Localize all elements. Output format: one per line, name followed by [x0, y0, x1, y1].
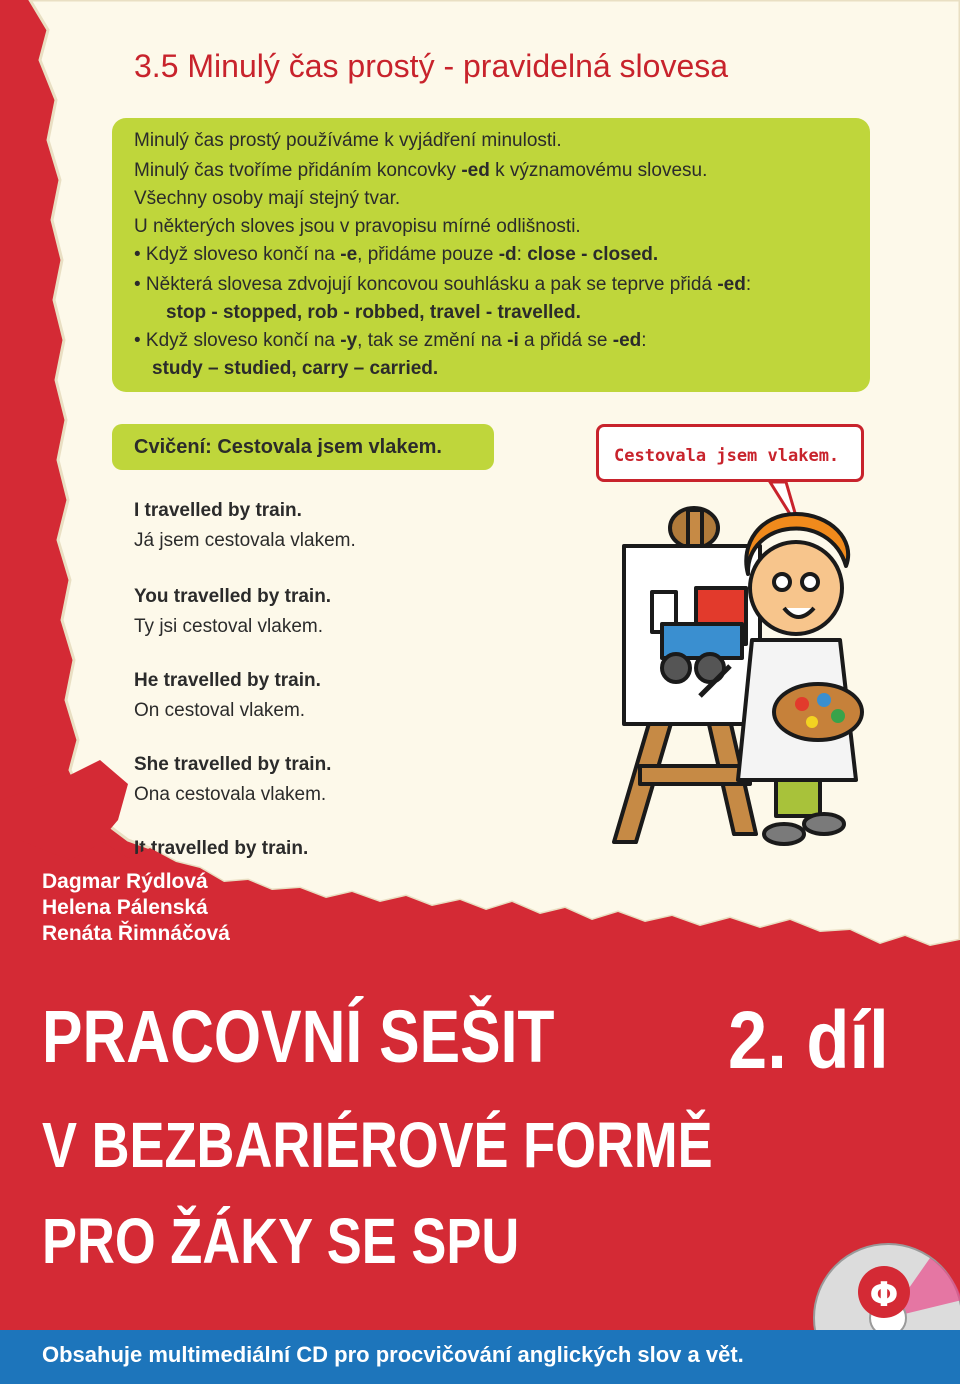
sentence-en: I travelled by train.: [134, 500, 302, 521]
section-title: 3.5 Minulý čas prostý - pravidelná slovesa: [134, 48, 729, 84]
sentence-en: It travelled by train.: [134, 838, 309, 859]
sentence-en: She travelled by train.: [134, 754, 332, 775]
svg-text:Φ: Φ: [869, 1275, 899, 1315]
rule-bullet: • Některá slovesa zdvojují koncovou souhlásku a pak se teprve přidá -ed:: [134, 274, 752, 295]
sentence-en: He travelled by train.: [134, 670, 321, 691]
rule-line: Minulý čas tvoříme přidáním koncovky -ed k významovému slovesu.: [134, 160, 708, 181]
rule-line: U některých sloves jsou v pravopisu mírné odlišnosti.: [134, 216, 581, 237]
rule-line: Minulý čas prostý používáme k vyjádření minulosti.: [134, 130, 562, 151]
author-name: Renáta Řimnáčová: [42, 922, 230, 945]
rule-bullet: • Když sloveso končí na -e, přidáme pouze -d: close - closed.: [134, 244, 659, 265]
sentence-cz: Ona cestovala vlakem.: [134, 784, 327, 805]
speech-bubble-text: Cestovala jsem vlakem.: [614, 446, 840, 466]
sentence-cz: Já jsem cestovala vlakem.: [134, 530, 356, 551]
author-name: Dagmar Rýdlová: [42, 870, 208, 893]
rule-examples: study – studied, carry – carried.: [152, 358, 439, 379]
rule-examples: stop - stopped, rob - robbed, travel - travelled.: [166, 302, 581, 323]
cover-title-line3: PRO ŽÁKY SE SPU: [42, 1205, 520, 1277]
sentence-cz: Ty jsi cestoval vlakem.: [134, 616, 323, 637]
cd-info-text: Obsahuje multimediální CD pro procvičování anglických slov a vět.: [42, 1342, 744, 1367]
sentence-cz: On cestoval vlakem.: [134, 700, 306, 721]
cover-title-line1: PRACOVNÍ SEŠIT: [42, 995, 555, 1078]
rule-line: Všechny osoby mají stejný tvar.: [134, 188, 401, 209]
cover-title-line2: V BEZBARIÉROVÉ FORMĚ: [42, 1109, 713, 1181]
sentence-en: You travelled by train.: [134, 586, 332, 607]
rule-bullet: • Když sloveso končí na -y, tak se změní na -i a přidá se -ed:: [134, 330, 647, 351]
author-name: Helena Pálenská: [42, 896, 208, 919]
exercise-label: Cvičení: Cestovala jsem vlakem.: [134, 436, 442, 458]
cover-volume: 2. díl: [728, 995, 889, 1086]
